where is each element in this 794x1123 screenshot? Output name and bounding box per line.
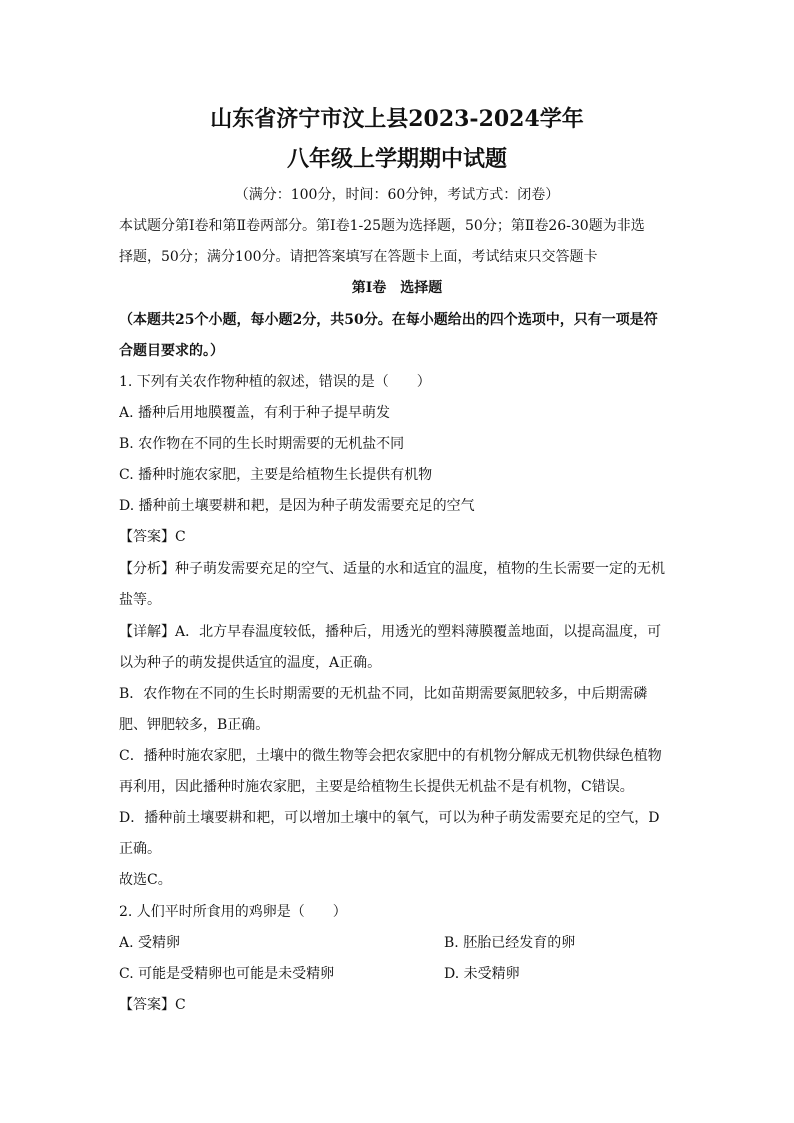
intro-line-2: 择题，50分；满分100分。请把答案填写在答题卡上面，考试结束只交答题卡: [119, 249, 598, 265]
section-instruction-line-2: 合题目要求的。）: [119, 343, 224, 359]
q1-detail-line-5: C．播种时施农家肥，土壤中的微生物等会把农家肥中的有机物分解成无机物供绿色植物: [119, 748, 662, 764]
q2-option-a: A. 受精卵: [119, 935, 181, 951]
section-name: 选择题: [400, 280, 443, 296]
q1-analysis-line-2: 盐等。: [119, 592, 161, 608]
q2-answer: 【答案】C: [119, 997, 186, 1013]
q1-stem: 1. 下列有关农作物种植的叙述，错误的是（ ）: [119, 374, 431, 390]
q1-answer: 【答案】C: [119, 529, 186, 545]
q1-detail-line-6: 再利用，因此播种时施农家肥，主要是给植物生长提供无机盐不是有机物，C错误。: [119, 779, 634, 795]
q2-option-d: D. 未受精卵: [444, 966, 520, 982]
q1-detail-line-1: 【详解】A．北方早春温度较低，播种后，用透光的塑料薄膜覆盖地面，以提高温度，可: [119, 624, 662, 640]
section-part: 第Ⅰ卷: [351, 280, 387, 296]
q1-detail-line-7: D．播种前土壤要耕和耙，可以增加土壤中的氧气，可以为种子萌发需要充足的空气，D: [119, 810, 660, 826]
exam-title-line1: 山东省济宁市汶上县2023-2024学年: [210, 106, 584, 132]
q1-detail-line-4: 肥、钾肥较多，B正确。: [119, 717, 270, 733]
q1-analysis-line-1: 【分析】种子萌发需要充足的空气、适量的水和适宜的温度，植物的生长需要一定的无机: [119, 561, 665, 577]
q1-detail-line-3: B．农作物在不同的生长时期需要的无机盐不同，比如苗期需要氮肥较多，中后期需磷: [119, 686, 648, 702]
q1-detail-line-9: 故选C。: [119, 872, 172, 888]
q1-option-d: D. 播种前土壤要耕和耙，是因为种子萌发需要充足的空气: [119, 498, 475, 514]
q2-option-b: B. 胚胎已经发育的卵: [444, 935, 576, 951]
exam-subtitle: （满分：100分，时间：60分钟，考试方式：闭卷）: [234, 187, 560, 203]
q1-detail-line-2: 以为种子的萌发提供适宜的温度，A正确。: [119, 655, 382, 671]
q1-detail-line-8: 正确。: [119, 841, 161, 857]
intro-line-1: 本试题分第Ⅰ卷和第Ⅱ卷两部分。第Ⅰ卷1-25题为选择题，50分；第Ⅱ卷26-30题为非选: [119, 218, 645, 234]
q2-option-c: C. 可能是受精卵也可能是未受精卵: [119, 966, 335, 982]
section-heading: [0, 279, 794, 297]
q1-option-a: A. 播种后用地膜覆盖，有利于种子提早萌发: [119, 405, 391, 421]
q1-option-c: C. 播种时施农家肥，主要是给植物生长提供有机物: [119, 467, 433, 483]
q1-option-b: B. 农作物在不同的生长时期需要的无机盐不同: [119, 436, 405, 452]
q2-stem: 2. 人们平时所食用的鸡卵是（ ）: [119, 904, 347, 920]
section-instruction-line-1: （本题共25个小题，每小题2分，共50分。在每小题给出的四个选项中，只有一项是符: [119, 312, 658, 328]
exam-title-line2: 八年级上学期期中试题: [286, 146, 507, 172]
